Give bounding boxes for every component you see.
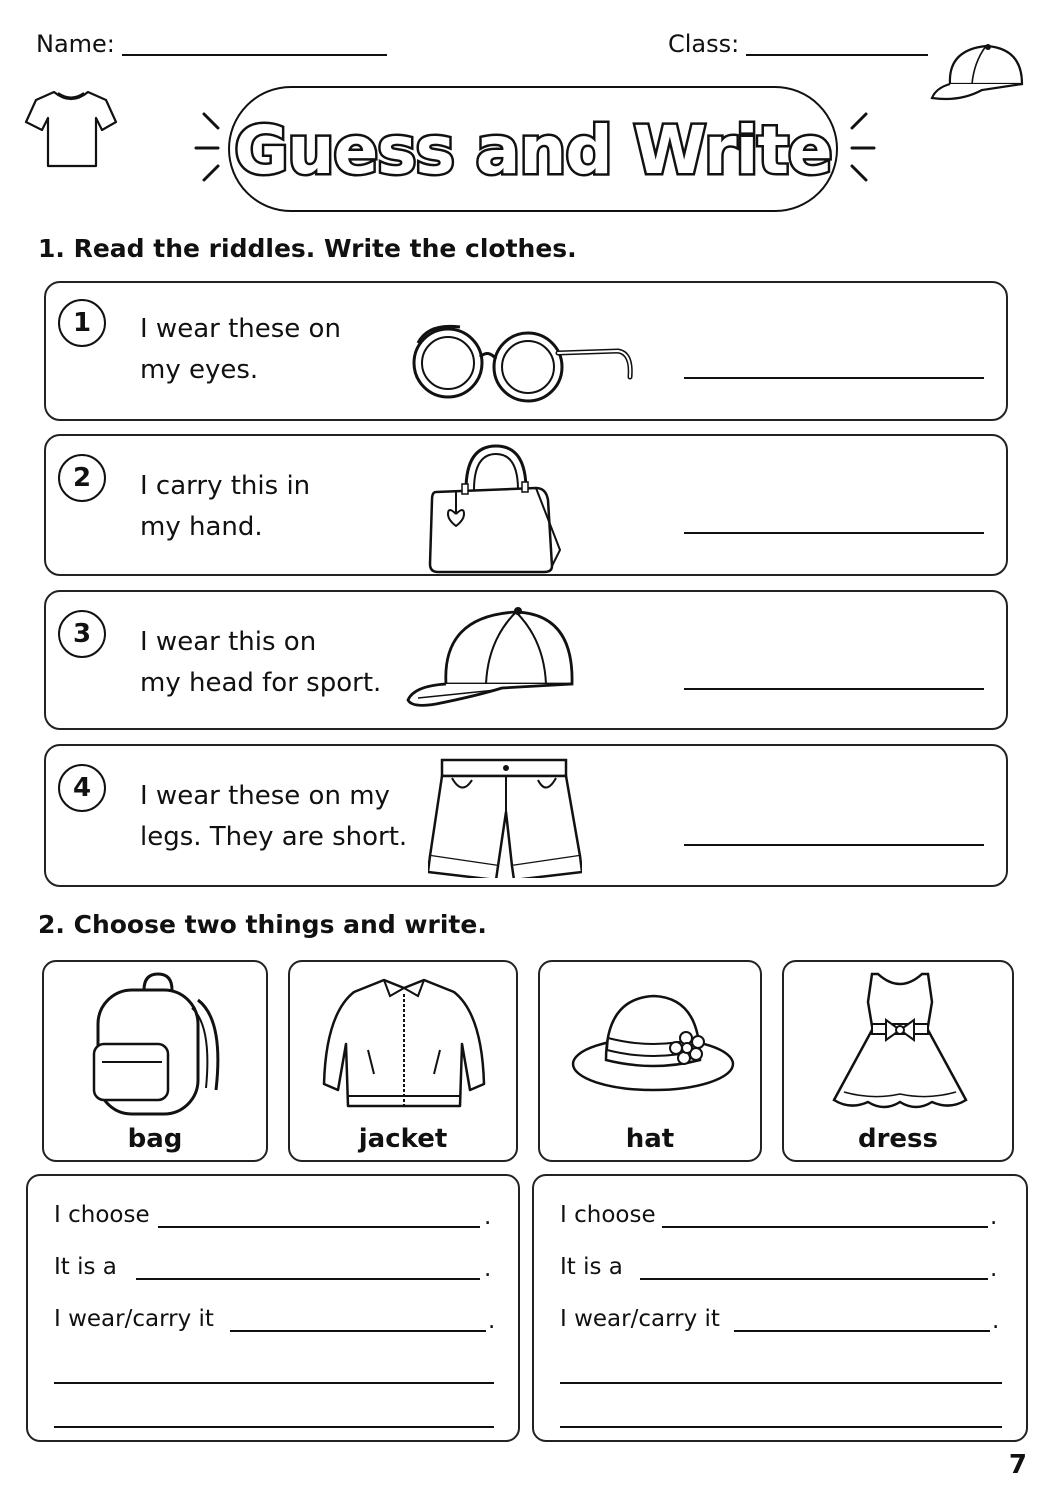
riddle-line: I wear this on (140, 627, 317, 657)
page-number: 7 (1008, 1450, 1027, 1480)
item-card-jacket[interactable] (288, 960, 518, 1162)
riddle-card (44, 434, 1008, 576)
item-card-bag[interactable] (42, 960, 268, 1162)
extra-writing-line[interactable] (54, 1426, 494, 1428)
handbag-icon (426, 440, 570, 576)
wear-carry-field[interactable] (734, 1330, 990, 1332)
wear-carry-label: I wear/carry it (560, 1306, 720, 1332)
period: . (484, 1256, 492, 1282)
riddle-card (44, 281, 1008, 421)
period: . (990, 1256, 998, 1282)
write-box-2 (532, 1174, 1028, 1442)
it-is-field[interactable] (136, 1278, 480, 1280)
it-is-label: It is a (54, 1254, 117, 1280)
shorts-icon (428, 756, 582, 878)
riddle-card (44, 744, 1008, 887)
wear-carry-label: I wear/carry it (54, 1306, 214, 1332)
answer-field[interactable] (684, 532, 984, 534)
dress-icon (832, 970, 968, 1120)
extra-writing-line[interactable] (560, 1426, 1002, 1428)
riddle-line: I wear these on (140, 314, 341, 344)
riddle-line: I wear these on my (140, 781, 390, 811)
choose-field[interactable] (158, 1226, 480, 1228)
riddle-text (140, 309, 400, 391)
answer-field[interactable] (684, 844, 984, 846)
jacket-icon (314, 974, 494, 1114)
page-title: Guess and Write (234, 111, 832, 189)
choose-label: I choose (560, 1202, 656, 1228)
riddle-text (140, 466, 400, 548)
item-card-hat[interactable] (538, 960, 762, 1162)
choose-field[interactable] (662, 1226, 988, 1228)
period: . (990, 1204, 998, 1230)
answer-field[interactable] (684, 377, 984, 379)
riddle-line: my eyes. (140, 355, 259, 385)
item-label: dress (857, 1124, 939, 1154)
riddle-number: 3 (58, 610, 106, 658)
write-box-1 (26, 1174, 520, 1442)
backpack-icon (88, 970, 224, 1120)
it-is-label: It is a (560, 1254, 623, 1280)
period: . (484, 1204, 492, 1230)
cap-icon (406, 604, 578, 716)
item-card-dress[interactable] (782, 960, 1014, 1162)
riddle-number: 1 (58, 299, 106, 347)
choose-label: I choose (54, 1202, 150, 1228)
answer-field[interactable] (684, 688, 984, 690)
title-spark-left-icon (188, 108, 228, 188)
section2-heading: 2. Choose two things and write. (38, 910, 487, 939)
hat-icon (570, 988, 736, 1098)
riddle-line: I carry this in (140, 471, 311, 501)
item-label: bag (127, 1124, 183, 1154)
item-label: jacket (358, 1124, 448, 1154)
class-label: Class: (668, 30, 740, 58)
section1-heading: 1. Read the riddles. Write the clothes. (38, 234, 577, 263)
it-is-field[interactable] (640, 1278, 988, 1280)
riddle-text (140, 776, 420, 858)
class-field[interactable] (746, 54, 928, 56)
riddle-number: 4 (58, 764, 106, 812)
riddle-text (140, 622, 400, 704)
wear-carry-field[interactable] (230, 1330, 486, 1332)
name-field[interactable] (122, 54, 387, 56)
glasses-icon (408, 313, 638, 413)
riddle-line: legs. They are short. (140, 822, 408, 852)
name-label: Name: (36, 30, 115, 58)
cap-decoration-icon (930, 42, 1026, 106)
riddle-line: my head for sport. (140, 668, 382, 698)
riddle-card (44, 590, 1008, 730)
riddle-line: my hand. (140, 512, 263, 542)
extra-writing-line[interactable] (560, 1382, 1002, 1384)
period: . (488, 1308, 496, 1334)
period: . (992, 1308, 1000, 1334)
extra-writing-line[interactable] (54, 1382, 494, 1384)
tshirt-icon (24, 88, 118, 170)
riddle-number: 2 (58, 454, 106, 502)
item-label: hat (625, 1124, 675, 1154)
title-spark-right-icon (842, 108, 882, 188)
